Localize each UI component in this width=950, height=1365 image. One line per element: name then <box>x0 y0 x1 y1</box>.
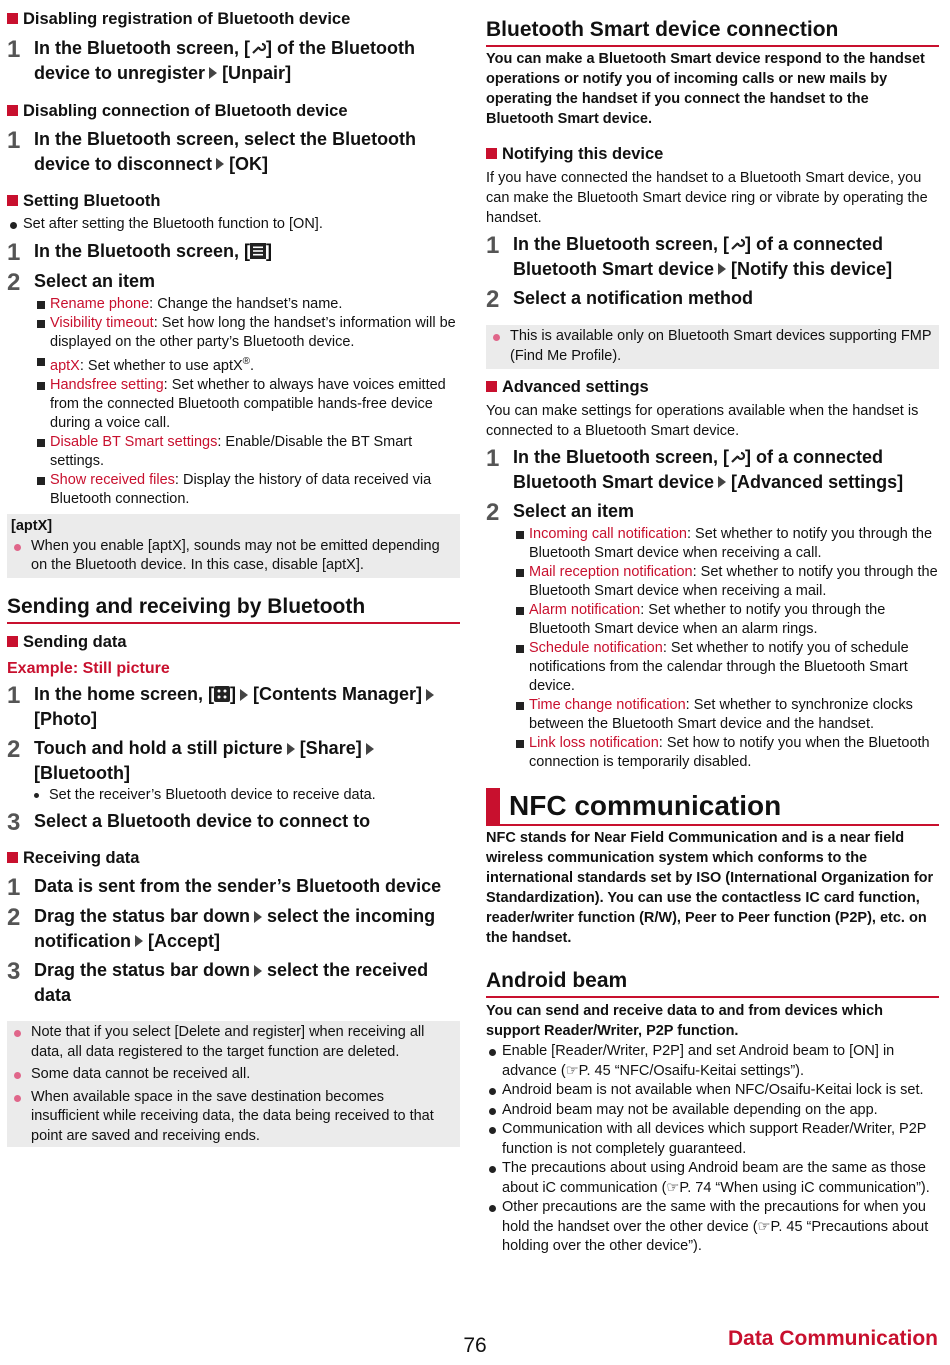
arrow-right-icon <box>366 743 374 755</box>
note-title: [aptX] <box>11 518 53 534</box>
option-item: aptX: Set whether to use aptX®. <box>7 352 460 376</box>
bullet-text: The precautions about using Android beam are the same as those about iC communication (☞P. 74 “When using iC communication”). <box>502 1160 930 1196</box>
red-square-icon <box>7 13 18 24</box>
step-number: 2 <box>7 736 21 763</box>
note-item <box>11 1088 456 1147</box>
red-square-icon <box>486 381 497 392</box>
step-number: 1 <box>7 239 21 266</box>
step-number: 2 <box>486 499 500 526</box>
option-desc: : Set whether to synchronize clocks between the Bluetooth Smart device and the handset. <box>529 697 913 732</box>
option-desc: : Set whether to notify you through the Bluetooth Smart device when an alarm rings. <box>529 602 886 637</box>
step-number: 2 <box>7 269 21 296</box>
step-text: ] of the Bluetooth device to unregister <box>34 38 415 83</box>
step-text: [Unpair] <box>222 62 292 83</box>
step-share <box>7 736 460 785</box>
step-text: ] of a connected Bluetooth Smart device <box>513 447 884 492</box>
section-title-text: Disabling registration of Bluetooth device <box>23 10 351 28</box>
step-text: In the Bluetooth screen, [ <box>34 38 251 58</box>
step-number: 1 <box>7 36 21 63</box>
step-number: 2 <box>486 286 500 313</box>
step-number: 2 <box>7 904 21 931</box>
step-text: ] of a connected Bluetooth Smart device <box>513 234 884 279</box>
wrench-icon <box>250 40 266 56</box>
step-text: [Bluetooth] <box>34 762 130 783</box>
step-number: 3 <box>7 809 21 836</box>
bullet-text: Set after setting the Bluetooth function to [ON]. <box>23 216 323 232</box>
arrow-right-icon <box>718 263 726 275</box>
option-term: Alarm notification <box>529 602 641 618</box>
bullet-set-after <box>7 215 460 235</box>
option-desc: : Set whether to notify you through the Bluetooth Smart device when receiving a call. <box>529 526 933 561</box>
step-home-screen <box>7 682 460 731</box>
apps-icon <box>214 686 230 702</box>
step-text: [OK] <box>229 153 269 174</box>
step-text: select the received data <box>34 960 429 1005</box>
option-list <box>7 295 460 509</box>
option-desc: : Display the history of data received via Bluetooth connection. <box>50 471 432 507</box>
step-unpair <box>7 36 460 85</box>
red-square-icon <box>486 148 497 159</box>
step-text: In the Bluetooth screen, [ <box>34 241 251 261</box>
red-square-icon <box>7 105 18 116</box>
bullet-text: Set the receiver’s Bluetooth device to receive data. <box>49 787 376 803</box>
heading-text: Sending and receiving by Bluetooth <box>7 595 366 618</box>
step-select-item-advanced <box>486 499 939 524</box>
section-advanced-title <box>486 377 939 397</box>
advanced-body: You can make settings for operations available when the handset is connected to a Bluetooth Smart device. <box>486 403 919 439</box>
beam-intro: You can send and receive data to and from devices which support Reader/Writer, P2P function. <box>486 1003 883 1039</box>
arrow-right-icon <box>254 965 262 977</box>
example-label: Example: Still picture <box>7 660 170 677</box>
step-text: [Contents Manager] <box>253 684 423 704</box>
advanced-option-list <box>486 525 939 772</box>
arrow-right-icon <box>254 911 262 923</box>
option-item <box>486 525 939 563</box>
notify-body: If you have connected the handset to a Bluetooth Smart device, you can make the Bluetooth Smart device ring or vibrate by operating the handset. <box>486 170 928 226</box>
step-text: Drag the status bar down <box>34 960 251 980</box>
bullet-item <box>486 1198 939 1257</box>
option-item <box>7 314 460 352</box>
bullet-text: Communication with all devices which support Reader/Writer, P2P function is not completely guaranteed. <box>502 1121 927 1157</box>
option-desc: : Set how to notify you when the Bluetooth connection is temporarily disabled. <box>529 735 930 770</box>
note-item <box>11 1065 456 1085</box>
step-disconnect <box>7 127 460 176</box>
step-text: [Advanced settings] <box>731 471 904 492</box>
option-desc: : Set whether to notify you through the Bluetooth Smart device when receiving a mail. <box>529 564 938 599</box>
step-text: In the Bluetooth screen, [ <box>513 447 730 467</box>
step-text: Drag the status bar down <box>34 906 251 926</box>
option-desc: : Set whether to notify you of schedule notifications from the calendar through the Bluetooth Smart device. <box>529 640 909 694</box>
heading-android-beam <box>486 968 939 998</box>
step-text: Data is sent from the sender’s Bluetooth device <box>34 876 442 896</box>
note-text: When available space in the save destination becomes insufficient while receiving data, the data being received to that point are saved and receiving ends. <box>31 1088 434 1144</box>
step-number: 1 <box>7 874 21 901</box>
bullet-item <box>486 1120 939 1159</box>
step-text: [Photo] <box>34 708 97 729</box>
smart-intro: You can make a Bluetooth Smart device respond to the handset operations or notify you of incoming calls or new mails by operating the handset if you connect the handset to the Bluetooth Smart device. <box>486 51 925 127</box>
red-square-icon <box>7 195 18 206</box>
aptx-note-box <box>7 514 460 578</box>
step-number: 1 <box>7 682 21 709</box>
bullet-text: Android beam is not available when NFC/Osaifu-Keitai lock is set. <box>502 1082 924 1098</box>
step-text: [Accept] <box>148 930 221 951</box>
step-text: Select an item <box>513 501 635 521</box>
bullet-item <box>486 1159 939 1198</box>
red-square-icon <box>7 636 18 647</box>
step-number: 1 <box>486 445 500 472</box>
page-number: 76 <box>463 1334 487 1357</box>
note-item <box>11 537 456 576</box>
section-receiving-data-title <box>7 848 460 868</box>
arrow-right-icon <box>287 743 295 755</box>
bullet-item <box>486 1081 939 1101</box>
step-text: select the incoming notification <box>34 906 436 951</box>
option-desc: : Set how long the handset’s information will be displayed on the other party’s Bluetooth device. <box>50 315 456 350</box>
section-title-text: Notifying this device <box>502 145 664 163</box>
note-text: Some data cannot be received all. <box>31 1066 251 1082</box>
section-title-text: Setting Bluetooth <box>23 192 161 210</box>
option-term: Time change notification <box>529 697 686 713</box>
option-desc: : Set whether to use aptX <box>79 357 243 374</box>
step-text: In the Bluetooth screen, [ <box>513 234 730 254</box>
step-number: 3 <box>7 958 21 985</box>
step-select-item <box>7 269 460 294</box>
bullet-item <box>486 1042 939 1081</box>
step-text: In the Bluetooth screen, select the Bluetooth device to disconnect <box>34 129 417 174</box>
heading-text: Bluetooth Smart device connection <box>486 18 839 41</box>
step-number: 1 <box>486 232 500 259</box>
bullet-item <box>486 1101 939 1121</box>
heading-smart-connection <box>486 17 939 47</box>
step-accept <box>7 904 460 953</box>
heading-text: NFC communication <box>509 790 782 821</box>
option-term: Rename phone <box>50 296 150 312</box>
step-text: ] <box>266 241 273 261</box>
option-item <box>7 433 460 471</box>
option-term: Incoming call notification <box>529 526 687 542</box>
arrow-right-icon <box>135 935 143 947</box>
note-item <box>11 1023 456 1062</box>
bullet-text: Enable [Reader/Writer, P2P] and set Android beam to [ON] in advance (☞P. 45 “NFC/Osaifu-Keitai settings”). <box>502 1043 895 1079</box>
option-term: Show received files <box>50 471 175 488</box>
option-term: Handsfree setting <box>50 376 164 393</box>
step-notify-device <box>486 232 939 281</box>
footer-section-title: Data Communication <box>727 1327 938 1350</box>
menu-icon <box>250 243 266 259</box>
option-term: Schedule notification <box>529 640 663 656</box>
step-text: Select an item <box>34 271 156 291</box>
section-disabling-connection-title <box>7 101 460 121</box>
step-text: Select a notification method <box>513 288 754 308</box>
section-setting-bluetooth-title <box>7 191 460 211</box>
fmp-note-box <box>486 325 939 369</box>
step-data-sent <box>7 874 460 899</box>
step-text: Select a Bluetooth device to connect to <box>34 811 371 831</box>
option-item <box>486 696 939 734</box>
option-item <box>7 295 460 314</box>
note-text: Note that if you select [Delete and register] when receiving all data, all data registered to the target function are deleted. <box>31 1024 425 1060</box>
step-number: 1 <box>7 127 21 154</box>
arrow-right-icon <box>240 689 248 701</box>
heading-sending-receiving <box>7 594 460 624</box>
section-title-text: Receiving data <box>23 849 140 867</box>
registered-mark: ® <box>242 356 251 367</box>
section-title-text: Sending data <box>23 633 127 651</box>
beam-bullet-list <box>486 1042 939 1257</box>
step-text: ] <box>230 684 237 704</box>
bullet-text: Other precautions are the same with the precautions for when you hold the handset over the other device (☞P. 45 “Precautions about holding over the other device”). <box>502 1199 929 1254</box>
note-text: When you enable [aptX], sounds may not be emitted depending on the Bluetooth device. In this case, disable [aptX]. <box>31 537 440 573</box>
section-notify-title <box>486 144 939 164</box>
section-title-text: Disabling connection of Bluetooth device <box>23 102 348 120</box>
option-term: Mail reception notification <box>529 564 693 580</box>
section-sending-data-title <box>7 632 460 652</box>
step-select-received <box>7 958 460 1007</box>
step-text: Touch and hold a still picture <box>34 738 283 758</box>
note-text: This is available only on Bluetooth Smart devices supporting FMP (Find Me Profile). <box>510 328 932 364</box>
step-text: [Share] <box>299 738 362 758</box>
option-desc: : Enable/Disable the BT Smart settings. <box>50 433 413 469</box>
receiving-notes-box <box>7 1021 460 1147</box>
note-item <box>490 327 935 366</box>
arrow-right-icon <box>209 67 217 79</box>
option-term: Link loss notification <box>529 735 659 751</box>
option-term: aptX <box>50 357 80 374</box>
step-notification-method <box>486 286 939 311</box>
option-term: Disable BT Smart settings <box>50 433 218 450</box>
step-text: [Notify this device] <box>731 258 893 279</box>
step-text: In the home screen, [ <box>34 684 215 704</box>
section-disabling-registration-title <box>7 9 460 29</box>
red-square-icon <box>7 852 18 863</box>
option-desc: : Set whether to always have voices emitted from the connected Bluetooth compatible hands-free device during a voice call. <box>50 376 446 431</box>
wrench-icon <box>729 449 745 465</box>
arrow-right-icon <box>216 158 224 170</box>
step-advanced-settings <box>486 445 939 494</box>
bullet-receiver <box>7 786 460 806</box>
bullet-text: Android beam may not be available depending on the app. <box>502 1101 878 1118</box>
section-title-text: Advanced settings <box>502 378 649 396</box>
heading-nfc <box>486 788 939 826</box>
wrench-icon <box>729 236 745 252</box>
option-term: Visibility timeout <box>50 315 154 331</box>
option-item <box>7 471 460 509</box>
arrow-right-icon <box>718 476 726 488</box>
option-item <box>486 563 939 601</box>
arrow-right-icon <box>426 689 434 701</box>
option-item <box>7 376 460 433</box>
option-desc: : Change the handset’s name. <box>149 296 343 312</box>
nfc-intro: NFC stands for Near Field Communication and is a near field wireless communication system which conforms to the international standards set by ISO (International Organization for Standardization). You can use the contactless IC card function, reader/writer function (R/W), Peer to Peer function (P2P), etc. on the handset. <box>486 830 934 946</box>
option-item <box>486 639 939 696</box>
option-item <box>486 734 939 772</box>
option-item <box>486 601 939 639</box>
step-select-device <box>7 809 460 834</box>
heading-text: Android beam <box>486 969 628 992</box>
step-menu <box>7 239 460 264</box>
